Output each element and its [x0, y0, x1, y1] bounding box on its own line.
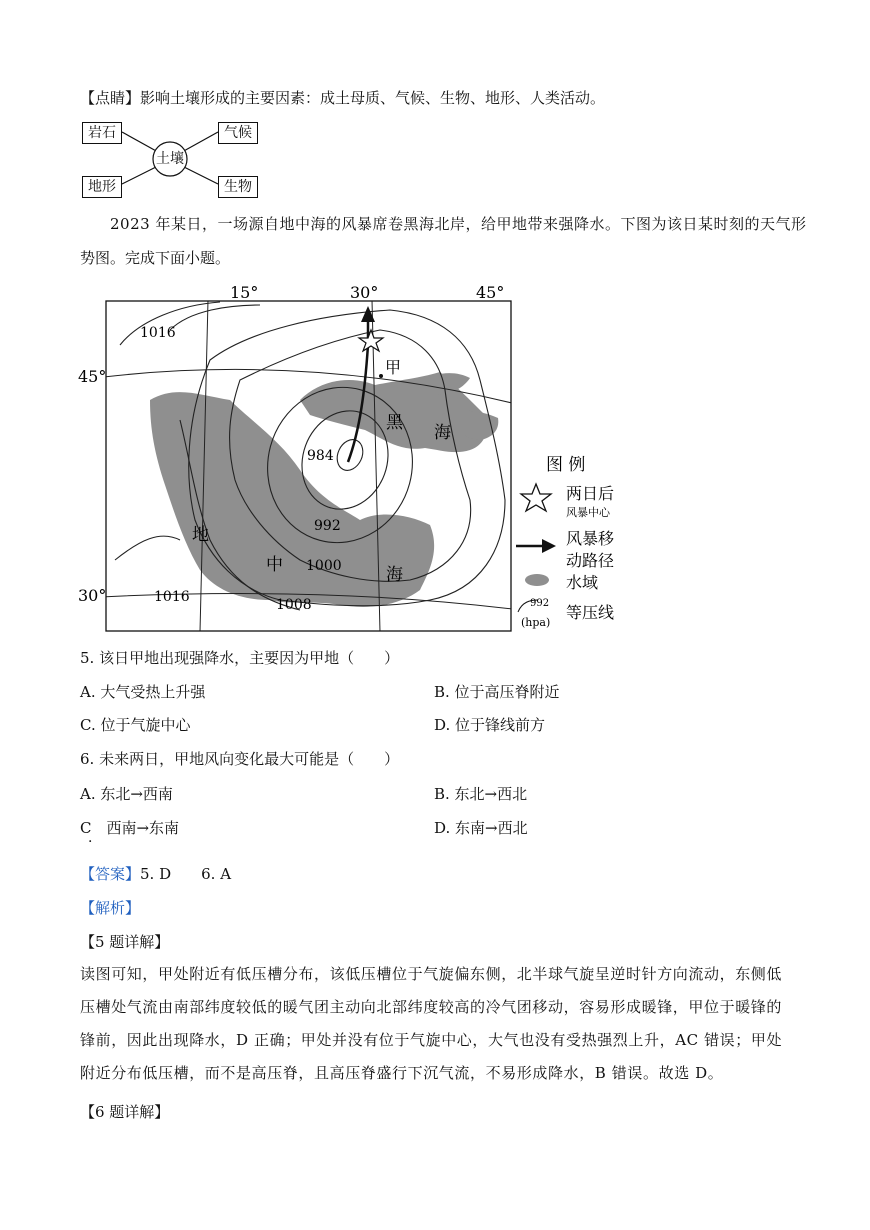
factor-rock: 岩石	[82, 122, 122, 144]
label-black-sea-2: 海	[434, 423, 451, 443]
q5-option-b: B. 位于高压脊附近	[434, 683, 560, 701]
legend-title: 图 例	[546, 455, 586, 475]
isobar-label-1008: 1008	[276, 597, 312, 613]
intro-line-1: 2023 年某日，一场源自地中海的风暴席卷黑海北岸，给甲地带来强降水。下图为该日某时刻的天气形	[110, 215, 807, 233]
tip-text: 影响土壤形成的主要因素：成土母质、气候、生物、地形、人类活动。	[140, 89, 606, 107]
label-med-2: 中	[266, 555, 283, 575]
isobar-label-992: 992	[314, 518, 341, 534]
storm-arrowhead	[361, 306, 375, 322]
analysis-label: 【解析】	[80, 899, 141, 917]
weather-map	[0, 280, 870, 650]
map-legend	[516, 455, 614, 629]
label-med-3: 海	[386, 565, 403, 585]
q6-detail-label: 【6 题详解】	[80, 1103, 170, 1121]
answer-line	[80, 864, 231, 884]
legend-isobar-unit: (hpa)	[521, 616, 551, 629]
legend-water-icon	[525, 574, 549, 586]
soil-factor-diagram	[80, 118, 280, 200]
answer-text: 5. D 6. A	[140, 865, 232, 883]
label-jia: 甲	[385, 358, 402, 377]
legend-isobar-value: 992	[530, 598, 550, 609]
q5-option-d: D. 位于锋线前方	[434, 716, 546, 734]
q5-option-a: A. 大气受热上升强	[80, 683, 206, 701]
lon-label-30: 30°	[350, 283, 379, 302]
factor-center: 土壤	[156, 151, 184, 167]
legend-arrow-label-1: 风暴移	[566, 529, 615, 548]
q5-option-c: C. 位于气旋中心	[80, 716, 191, 734]
legend-water-label: 水域	[566, 573, 599, 592]
legend-star-icon	[521, 484, 551, 511]
factor-climate: 气候	[218, 122, 258, 144]
q5-detail-text: 读图可知，甲处附近有低压槽分布，该低压槽位于气旋偏东侧，北半球气旋呈逆时针方向流动，东侧低压槽处气流由南部纬度较低的暖气团主动向北部纬度较高的冷气团移动，容易形成暖锋，甲位于暖锋的锋前，因此出现降水，D 正确；甲处并没有位于气旋中心，大气也没有受热强烈上升，AC 错误；甲处附近分布低压槽，而不是高压脊，且高压脊盛行下沉气流，不易形成降水，B 错误。故选 D。	[80, 965, 783, 1082]
q6-option-d: D. 东南→西北	[434, 819, 528, 837]
jia-point	[379, 374, 383, 378]
question-5-stem: 5. 该日甲地出现强降水，主要因为甲地（ ）	[80, 649, 400, 667]
stray-dot: ·	[88, 834, 93, 850]
lat-label-30: 30°	[78, 586, 107, 605]
legend-star-label: 两日后	[566, 484, 615, 503]
isobar-label-1000: 1000	[306, 558, 342, 574]
label-black-sea-1: 黑	[386, 413, 403, 433]
q6-option-b: B. 东北→西北	[434, 785, 528, 803]
factor-biology: 生物	[218, 176, 258, 198]
isobar-label-984: 984	[307, 448, 334, 464]
lat-label-45: 45°	[78, 367, 107, 386]
tip-label: 【点睛】	[80, 89, 141, 107]
q6-option-a: A. 东北→西南	[80, 785, 173, 803]
legend-arrowhead-icon	[542, 539, 556, 553]
legend-arrow-label-2: 动路径	[566, 551, 615, 570]
storm-star	[359, 330, 383, 351]
legend-isobar-label: 等压线	[566, 603, 615, 622]
q6-option-c: C 西南→东南	[80, 819, 180, 837]
answer-label: 【答案】	[80, 865, 141, 883]
tip-line	[80, 88, 605, 108]
isobar-label-1016-top: 1016	[140, 325, 176, 341]
intro-line-2: 势图。完成下面小题。	[80, 249, 231, 267]
lon-label-45: 45°	[476, 283, 505, 302]
isobar-label-1016-bottom: 1016	[154, 589, 190, 605]
q5-detail-label: 【5 题详解】	[80, 933, 170, 951]
factor-landform: 地形	[82, 176, 122, 198]
lon-label-15: 15°	[230, 283, 259, 302]
question-6-stem: 6. 未来两日，甲地风向变化最大可能是（ ）	[80, 750, 400, 768]
legend-star-sublabel: 风暴中心	[566, 506, 610, 519]
label-med-1: 地	[192, 525, 209, 545]
